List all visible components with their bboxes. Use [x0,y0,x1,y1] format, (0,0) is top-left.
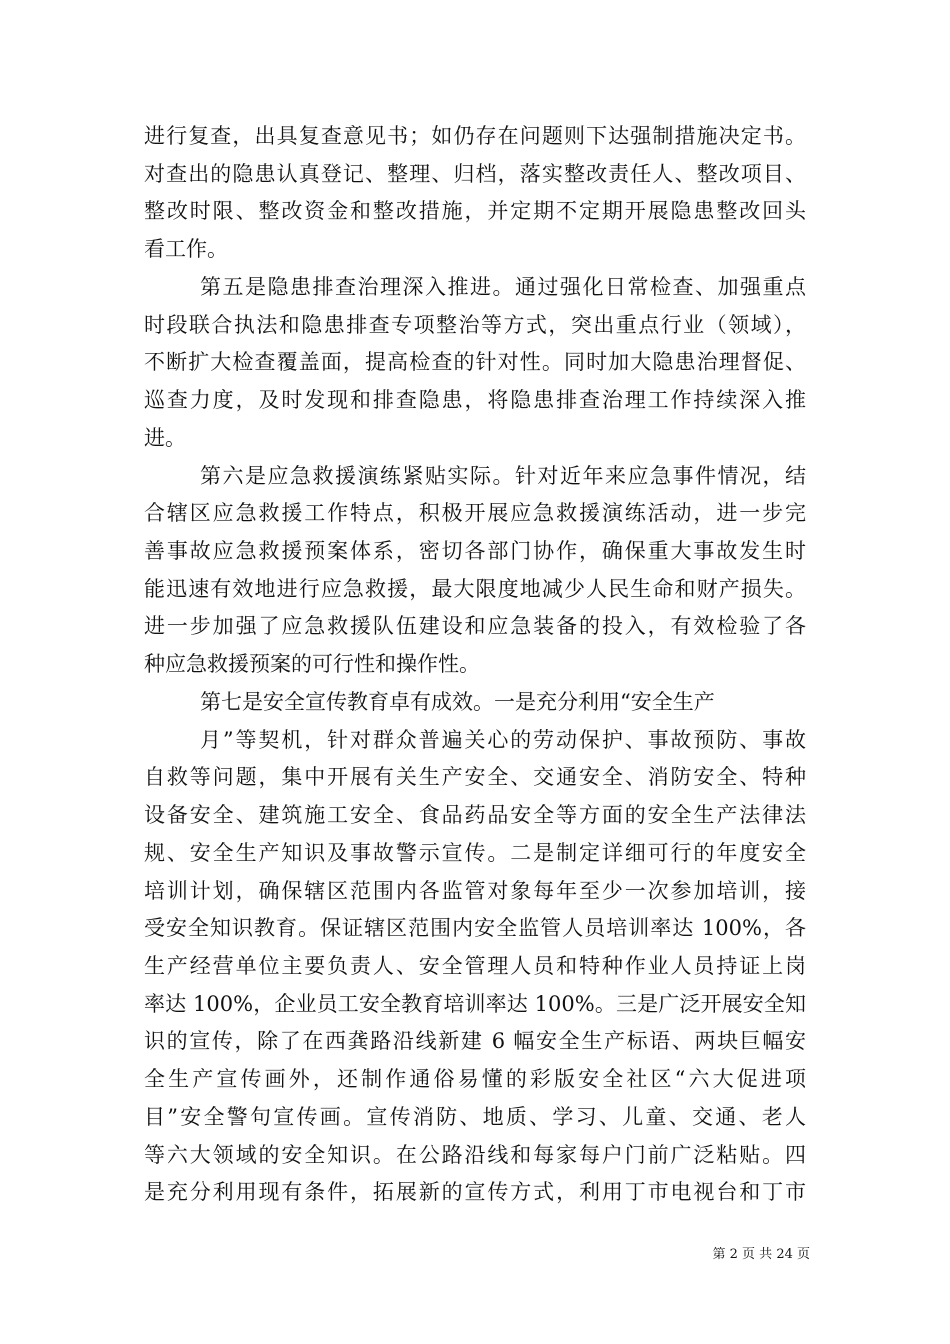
text-line: 全生产宣传画外，还制作通俗易懂的彩版安全社区“六大促进项 [144,1067,806,1091]
text-line: 能迅速有效地进行应急救援，最大限度地减少人民生命和财产损失。 [144,577,806,601]
text-line: 培训计划，确保辖区范围内各监管对象每年至少一次参加培训，接 [144,879,806,903]
text-line: 善事故应急救援预案体系，密切各部门协作，确保重大事故发生时 [144,539,806,563]
paragraph-start-line: 第七是安全宣传教育卓有成效。一是充分利用“安全生产 [200,690,715,714]
text-line: 规、安全生产知识及事故警示宣传。二是制定详细可行的年度安全 [144,841,806,865]
text-line: 进。 [144,426,186,450]
text-line: 进一步加强了应急救援队伍建设和应急装备的投入，有效检验了各 [144,614,806,638]
text-line: 时段联合执法和隐患排查专项整治等方式，突出重点行业（领域）， [144,313,806,337]
text-line: 月”等契机，针对群众普遍关心的劳动保护、事故预防、事故 [200,728,806,752]
text-line: 设备安全、建筑施工安全、食品药品安全等方面的安全生产法律法 [144,803,806,827]
paragraph-start-line: 第六是应急救援演练紧贴实际。针对近年来应急事件情况，结 [200,464,806,488]
text-line: 生产经营单位主要负责人、安全管理人员和特种作业人员持证上岗 [144,954,806,978]
page-number-footer: 第 2 页 共 24 页 [712,1247,810,1262]
text-line: 率达 100%，企业员工安全教育培训率达 100%。三是广泛开展安全知 [144,992,806,1016]
text-line: 等六大领域的安全知识。在公路沿线和每家每户门前广泛粘贴。四 [144,1143,806,1167]
text-line: 受安全知识教育。保证辖区范围内安全监管人员培训率达 100%，各 [144,916,806,940]
paragraph-start-line: 第五是隐患排查治理深入推进。通过强化日常检查、加强重点 [200,275,806,299]
text-line: 目”安全警句宣传画。宣传消防、地质、学习、儿童、交通、老人 [144,1105,806,1129]
text-line: 合辖区应急救援工作特点，积极开展应急救援演练活动，进一步完 [144,501,806,525]
text-line: 巡查力度，及时发现和排查隐患，将隐患排查治理工作持续深入推 [144,388,806,412]
text-line: 看工作。 [144,237,228,261]
text-line: 对查出的隐患认真登记、整理、归档，落实整改责任人、整改项目、 [144,162,806,186]
text-line: 种应急救援预案的可行性和操作性。 [144,652,480,676]
text-line: 不断扩大检查覆盖面，提高检查的针对性。同时加大隐患治理督促、 [144,350,806,374]
text-line: 进行复查，出具复查意见书；如仍存在问题则下达强制措施决定书。 [144,124,806,148]
text-line: 整改时限、整改资金和整改措施，并定期不定期开展隐患整改回头 [144,199,806,223]
text-line: 自救等问题，集中开展有关生产安全、交通安全、消防安全、特种 [144,765,806,789]
text-line: 是充分利用现有条件，拓展新的宣传方式，利用丁市电视台和丁市 [144,1180,806,1204]
text-line: 识的宣传，除了在西龚路沿线新建 6 幅安全生产标语、两块巨幅安 [144,1029,806,1053]
